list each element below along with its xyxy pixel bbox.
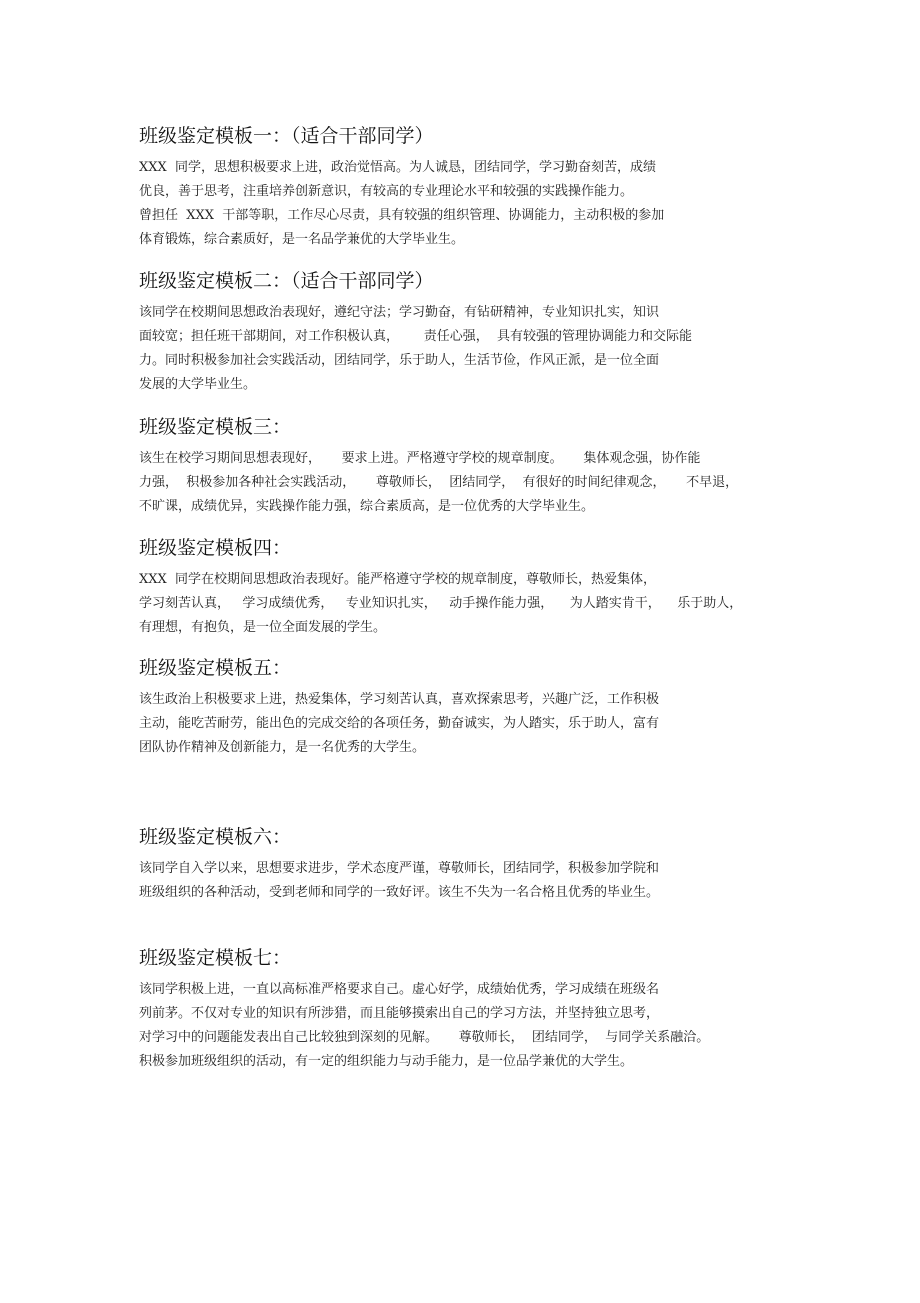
body-line: 列前茅。不仅对专业的知识有所涉猎，而且能够摸索出自己的学习方法，并坚持独立思考，: [139, 1006, 660, 1021]
section-heading: 班级鉴定模板三：: [139, 416, 292, 438]
template-section-2: [139, 269, 789, 397]
section-body: [139, 857, 789, 905]
body-line: 该生在校学习期间思想表现好， 要求上进。严格遵守学校的规章制度。 集体观念强，协作能: [139, 451, 701, 466]
section-heading: 班级鉴定模板七：: [139, 947, 292, 969]
template-section-1: [139, 124, 789, 252]
body-line: 该同学积极上进，一直以高标准严格要求自己。虚心好学，成绩始优秀，学习成绩在班级名: [139, 982, 660, 997]
template-section-6: [139, 825, 789, 905]
section-body: [139, 978, 789, 1074]
body-line: 团队协作精神及创新能力，是一名优秀的大学生。: [139, 740, 426, 755]
body-line: 该同学自入学以来，思想要求进步，学术态度严谨，尊敬师长，团结同学，积极参加学院和: [139, 861, 660, 876]
body-line: 对学习中的问题能发表出自己比较独到深刻的见解。 尊敬师长， 团结同学， 与同学关系融洽。: [139, 1030, 710, 1045]
body-line: 体育锻炼，综合素质好，是一名品学兼优的大学毕业生。: [139, 232, 465, 247]
section-heading: 班级鉴定模板四：: [139, 537, 292, 559]
section-body: [139, 447, 789, 519]
section-body: [139, 156, 789, 252]
body-line: XXX 同学在校期间思想政治表现好。能严格遵守学校的规章制度，尊敬师长，热爱集体，: [139, 572, 657, 587]
body-line: 学习刻苦认真， 学习成绩优秀， 专业知识扎实， 动手操作能力强， 为人踏实肯干， 乐于助人，: [139, 596, 743, 611]
section-body: [139, 568, 789, 640]
body-line: 面较宽；担任班干部期间，对工作积极认真， 责任心强， 具有较强的管理协调能力和交际能: [139, 329, 693, 344]
section-heading: 班级鉴定模板一：（适合干部同学）: [139, 125, 434, 147]
section-body: [139, 688, 789, 760]
template-section-7: [139, 946, 789, 1074]
section-heading: 班级鉴定模板六：: [139, 826, 292, 848]
template-section-5: [139, 656, 789, 760]
body-line: 该生政治上积极要求上进，热爱集体，学习刻苦认真，喜欢探索思考，兴趣广泛，工作积极: [139, 692, 660, 707]
template-section-3: [139, 415, 789, 519]
body-line: 积极参加班级组织的活动，有一定的组织能力与动手能力，是一位品学兼优的大学生。: [139, 1054, 634, 1069]
body-line: 不旷课，成绩优异，实践操作能力强，综合素质高，是一位优秀的大学毕业生。: [139, 499, 595, 514]
body-line: 有理想，有抱负，是一位全面发展的学生。: [139, 620, 387, 635]
body-line: 发展的大学毕业生。: [139, 377, 257, 392]
body-line: 优良，善于思考，注重培养创新意识，有较高的专业理论水平和较强的实践操作能力。: [139, 184, 634, 199]
section-body: [139, 301, 789, 397]
section-heading: 班级鉴定模板二：（适合干部同学）: [139, 270, 434, 292]
body-line: XXX 同学，思想积极要求上进，政治觉悟高。为人诚恳，团结同学，学习勤奋刻苦，成绩: [139, 160, 657, 175]
section-heading: 班级鉴定模板五：: [139, 657, 292, 679]
body-line: 曾担任 XXX 干部等职，工作尽心尽责，具有较强的组织管理、协调能力，主动积极的参加: [139, 208, 665, 223]
body-line: 班级组织的各种活动，受到老师和同学的一致好评。该生不失为一名合格且优秀的毕业生。: [139, 885, 660, 900]
body-line: 力强， 积极参加各种社会实践活动， 尊敬师长， 团结同学， 有很好的时间纪律观念， 不早退，: [139, 475, 739, 490]
template-section-4: [139, 536, 789, 640]
body-line: 该同学在校期间思想政治表现好，遵纪守法；学习勤奋，有钻研精神，专业知识扎实，知识: [139, 305, 660, 320]
body-line: 力。同时积极参加社会实践活动，团结同学，乐于助人，生活节俭，作风正派，是一位全面: [139, 353, 660, 368]
body-line: 主动，能吃苦耐劳，能出色的完成交给的各项任务，勤奋诚实，为人踏实，乐于助人，富有: [139, 716, 660, 731]
